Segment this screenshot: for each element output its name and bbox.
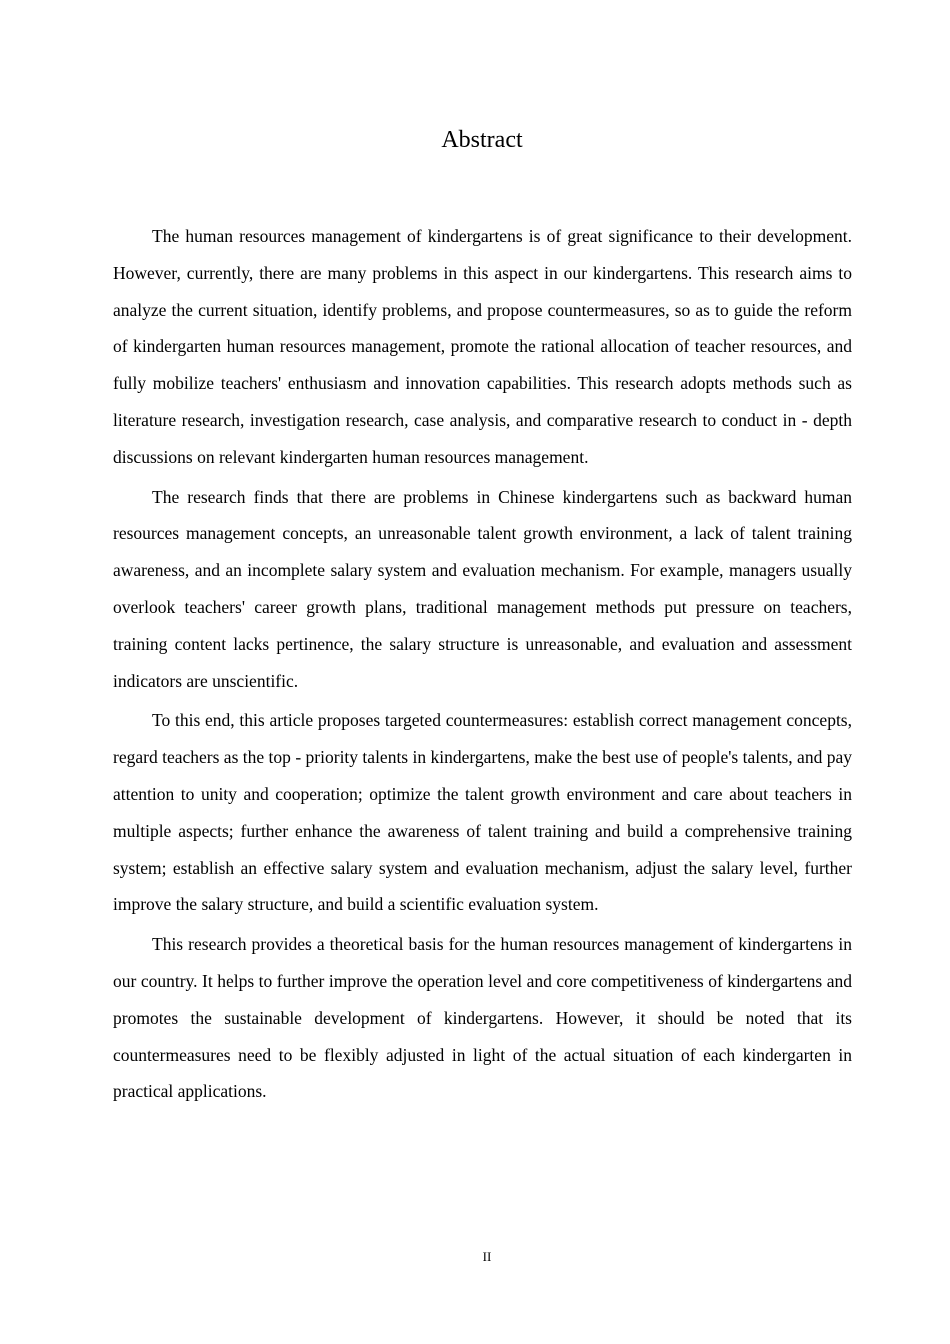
paragraph: To this end, this article proposes targeted countermeasures: establish correct management concepts, regard teachers as the top - priority talents in kindergartens, make the best use of people's talents, and pay attention to unity and cooperation; optimize the talent growth environment and care about teachers in multiple aspects; further enhance the awareness of talent training and build a comprehensive training system; establish an effective salary system and evaluation mechanism, adjust the salary level, further improve the salary structure, and build a scientific evaluation system.: [113, 710, 852, 915]
paragraph: This research provides a theoretical basis for the human resources management of kindergartens in our country. It helps to further improve the operation level and core competitiveness of kindergartens and promotes the sustainable development of kindergartens. However, it should be noted that its countermeasures need to be flexibly adjusted in light of the actual situation of each kindergarten in practical applications.: [113, 934, 852, 1102]
paragraph: The research finds that there are problems in Chinese kindergartens such as backward human resources management concepts, an unreasonable talent growth environment, a lack of talent training awareness, and an incomplete salary system and evaluation mechanism. For example, managers usually overlook teachers' career growth plans, traditional management methods put pressure on teachers, training content lacks pertinence, the salary structure is unreasonable, and evaluation and assessment indicators are unscientific.: [113, 486, 852, 691]
paragraph: The human resources management of kindergartens is of great significance to their development. However, currently, there are many problems in this aspect in our kindergartens. This research aims to analyze the current situation, identify problems, and propose countermeasures, so as to guide the reform of kindergarten human resources management, promote the rational allocation of teacher resources, and fully mobilize teachers' enthusiasm and innovation capabilities. This research adopts methods such as literature research, investigation research, case analysis, and comparative research to conduct in - depth discussions on relevant kindergarten human resources management.: [113, 226, 852, 467]
page-title: Abstract: [441, 127, 523, 153]
abstract-body: [113, 218, 852, 1113]
page-number: II: [482, 1249, 492, 1264]
